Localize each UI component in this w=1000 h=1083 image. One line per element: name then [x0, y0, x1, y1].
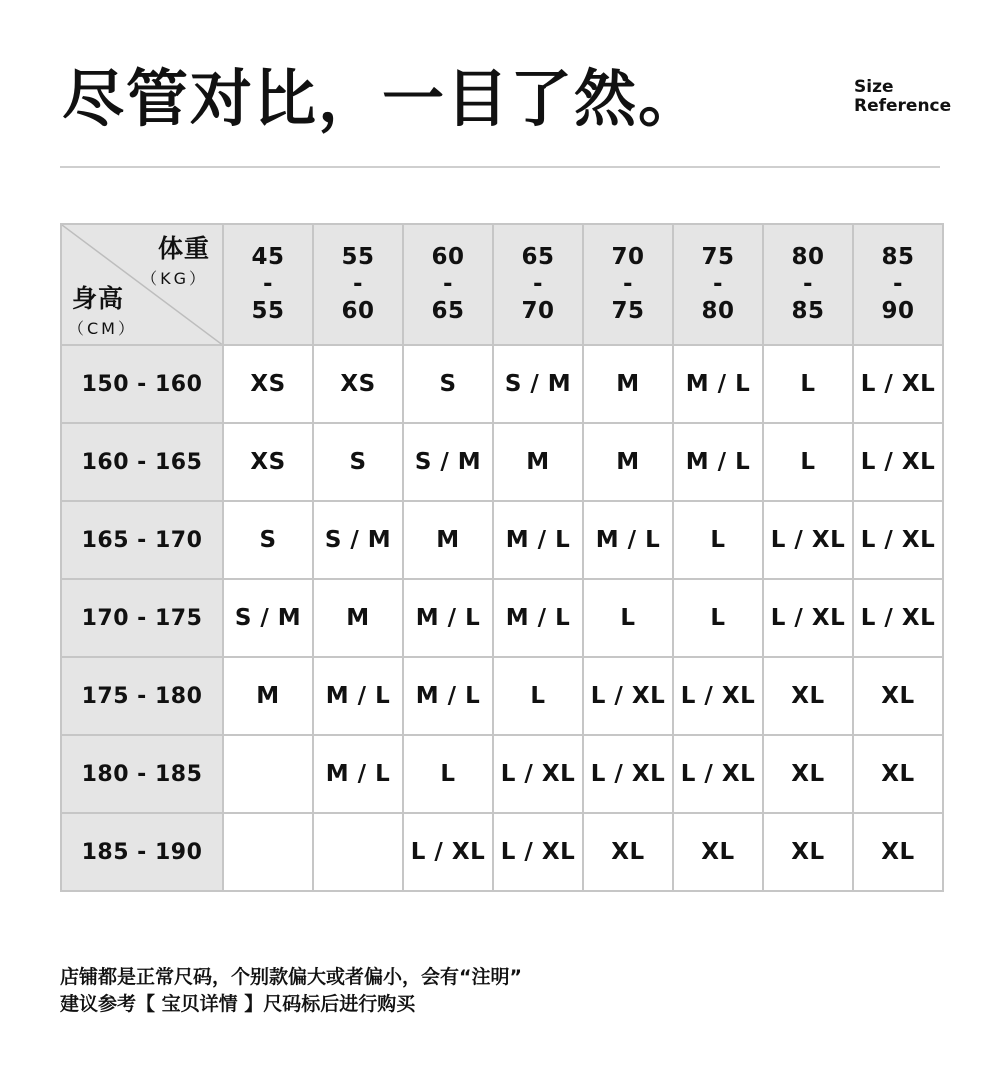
- corner-cell: [61, 224, 223, 345]
- size-cell: XL: [763, 735, 853, 813]
- weight-range-from: 70: [611, 244, 645, 270]
- weight-range-dash: -: [532, 271, 544, 297]
- weight-range-header: [493, 224, 583, 345]
- size-cell: L / XL: [403, 813, 493, 891]
- size-cell: L: [403, 735, 493, 813]
- weight-range-dash: -: [352, 271, 364, 297]
- size-cell: L / XL: [673, 735, 763, 813]
- weight-range-to: 85: [791, 298, 825, 324]
- size-cell: L: [673, 501, 763, 579]
- weight-range-header: [583, 224, 673, 345]
- height-range-header: 170 - 175: [61, 579, 223, 657]
- size-row: [61, 735, 943, 813]
- reference-line-2: Reference: [854, 96, 952, 116]
- size-cell: M: [223, 657, 313, 735]
- size-cell: XL: [763, 813, 853, 891]
- size-cell: [313, 813, 403, 891]
- size-cell: XL: [673, 813, 763, 891]
- size-cell: L / XL: [673, 657, 763, 735]
- size-row: [61, 579, 943, 657]
- size-cell: M / L: [403, 579, 493, 657]
- size-row: [61, 813, 943, 891]
- size-row: [61, 657, 943, 735]
- size-cell: S: [403, 345, 493, 423]
- size-cell: M / L: [583, 501, 673, 579]
- size-cell: S / M: [223, 579, 313, 657]
- weight-range-header: [223, 224, 313, 345]
- reference-line-1: Size: [854, 77, 894, 97]
- note-line-2: 建议参考【 宝贝详情 】尺码标后进行购买: [60, 993, 416, 1015]
- size-cell: L / XL: [583, 657, 673, 735]
- size-cell: M: [403, 501, 493, 579]
- size-cell: L / XL: [853, 579, 943, 657]
- size-cell: S / M: [493, 345, 583, 423]
- weight-range-to: 60: [341, 298, 375, 324]
- size-cell: L / XL: [493, 735, 583, 813]
- height-range-header: 150 - 160: [61, 345, 223, 423]
- height-label: 身高: [72, 284, 125, 313]
- size-cell: M / L: [673, 423, 763, 501]
- size-cell: XS: [223, 345, 313, 423]
- weight-range-from: 60: [431, 244, 465, 270]
- size-cell: L / XL: [763, 501, 853, 579]
- weight-range-header: [313, 224, 403, 345]
- size-cell: M: [583, 423, 673, 501]
- height-range-header: 160 - 165: [61, 423, 223, 501]
- size-cell: M / L: [313, 735, 403, 813]
- weight-range-dash: -: [622, 271, 634, 297]
- height-range-header: 185 - 190: [61, 813, 223, 891]
- weight-range-to: 75: [611, 298, 645, 324]
- height-range-header: 175 - 180: [61, 657, 223, 735]
- size-cell: L / XL: [853, 423, 943, 501]
- size-cell: XL: [763, 657, 853, 735]
- size-cell: S / M: [313, 501, 403, 579]
- height-unit: （CM）: [68, 319, 137, 338]
- weight-range-dash: -: [442, 271, 454, 297]
- size-cell: L: [673, 579, 763, 657]
- weight-header-row: [61, 224, 943, 345]
- size-row: [61, 423, 943, 501]
- size-cell: XL: [583, 813, 673, 891]
- size-cell: L / XL: [763, 579, 853, 657]
- size-cell: L / XL: [493, 813, 583, 891]
- weight-range-dash: -: [262, 271, 274, 297]
- height-range-header: 165 - 170: [61, 501, 223, 579]
- size-cell: M / L: [673, 345, 763, 423]
- weight-range-dash: -: [802, 271, 814, 297]
- weight-unit: （KG）: [141, 269, 208, 288]
- size-row: [61, 345, 943, 423]
- weight-label: 体重: [157, 234, 210, 263]
- size-cell: XL: [853, 735, 943, 813]
- weight-range-dash: -: [892, 271, 904, 297]
- weight-range-header: [673, 224, 763, 345]
- weight-range-to: 80: [701, 298, 735, 324]
- size-cell: S / M: [403, 423, 493, 501]
- size-chart-table: [60, 223, 944, 892]
- size-cell: [223, 813, 313, 891]
- size-cell: XL: [853, 813, 943, 891]
- size-cell: M: [583, 345, 673, 423]
- weight-range-header: [763, 224, 853, 345]
- size-cell: L / XL: [583, 735, 673, 813]
- size-cell: L: [763, 423, 853, 501]
- size-cell: XL: [853, 657, 943, 735]
- weight-range-to: 65: [431, 298, 465, 324]
- weight-range-dash: -: [712, 271, 724, 297]
- weight-range-from: 45: [251, 244, 285, 270]
- size-row: [61, 501, 943, 579]
- weight-range-to: 55: [251, 298, 285, 324]
- weight-range-header: [853, 224, 943, 345]
- size-cell: L / XL: [853, 501, 943, 579]
- header-divider: [60, 166, 940, 168]
- size-cell: M: [493, 423, 583, 501]
- note-line-1: 店铺都是正常尺码，个别款偏大或者偏小，会有“注明”: [60, 966, 522, 988]
- size-advice-note: [60, 964, 522, 1018]
- size-reference-label: [854, 78, 951, 116]
- size-cell: M: [313, 579, 403, 657]
- weight-range-from: 80: [791, 244, 825, 270]
- size-cell: M / L: [493, 579, 583, 657]
- weight-range-from: 65: [521, 244, 555, 270]
- weight-range-from: 55: [341, 244, 375, 270]
- size-cell: L: [583, 579, 673, 657]
- height-range-header: 180 - 185: [61, 735, 223, 813]
- size-cell: [223, 735, 313, 813]
- size-cell: XS: [313, 345, 403, 423]
- weight-range-to: 70: [521, 298, 555, 324]
- size-cell: S: [313, 423, 403, 501]
- size-cell: L / XL: [853, 345, 943, 423]
- size-cell: M / L: [313, 657, 403, 735]
- size-cell: M / L: [493, 501, 583, 579]
- size-cell: M / L: [403, 657, 493, 735]
- page-title: 尽管对比，一目了然。: [62, 62, 703, 135]
- size-cell: L: [763, 345, 853, 423]
- weight-range-to: 90: [881, 298, 915, 324]
- size-cell: XS: [223, 423, 313, 501]
- size-cell: S: [223, 501, 313, 579]
- weight-range-from: 75: [701, 244, 735, 270]
- weight-range-from: 85: [881, 244, 915, 270]
- size-cell: L: [493, 657, 583, 735]
- weight-range-header: [403, 224, 493, 345]
